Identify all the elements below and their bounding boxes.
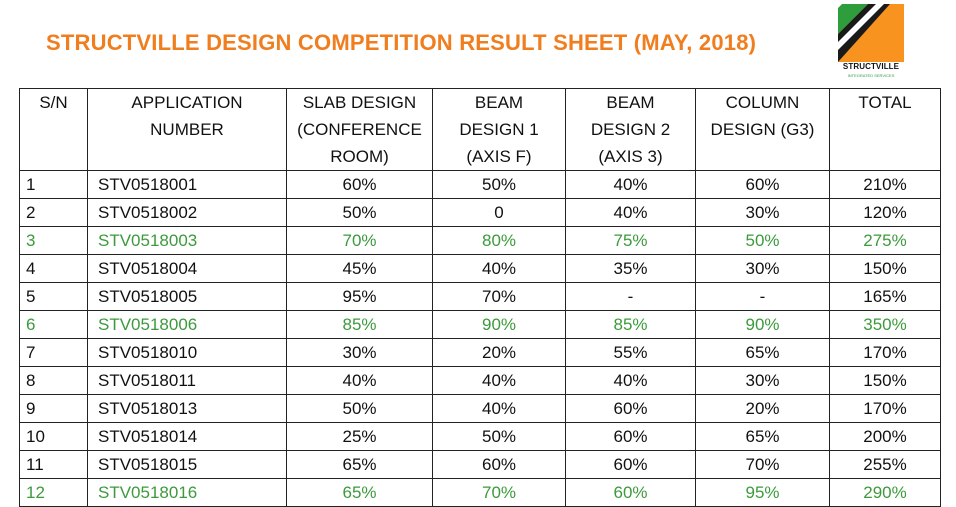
beam-design-1-cell: 70%: [433, 479, 566, 507]
header-line: BEAM: [606, 93, 655, 112]
header-line: TOTAL: [858, 93, 912, 112]
application-number-cell: STV0518003: [88, 227, 287, 255]
column-design-cell: 95%: [696, 479, 830, 507]
total-cell: 350%: [830, 311, 941, 339]
header-line: (CONFERENCE: [297, 120, 422, 139]
table-row: [20, 451, 941, 479]
beam-design-2-cell: 40%: [566, 367, 696, 395]
beam-design-2-header: [566, 89, 696, 171]
beam-design-2-cell: 75%: [566, 227, 696, 255]
total-cell: 290%: [830, 479, 941, 507]
table-row: [20, 255, 941, 283]
header-line: (AXIS F): [466, 147, 532, 166]
header-line: BEAM: [474, 93, 524, 112]
table-row: [20, 311, 941, 339]
column-design-cell: 30%: [696, 199, 830, 227]
total-cell: 200%: [830, 423, 941, 451]
table-row: [20, 395, 941, 423]
sn-cell: 6: [20, 311, 88, 339]
page-title: STRUCTVILLE DESIGN COMPETITION RESULT SHEET (MAY, 2018): [46, 30, 757, 55]
sn-cell: 5: [20, 283, 88, 311]
header-row: [20, 89, 941, 171]
logo-name: STRUCTVILLE: [842, 62, 900, 71]
column-design-cell: 30%: [696, 367, 830, 395]
table-row: [20, 479, 941, 507]
column-design-cell: 65%: [696, 339, 830, 367]
beam-design-2-cell: 60%: [566, 479, 696, 507]
beam-design-2-cell: -: [566, 283, 696, 311]
sn-cell: 8: [20, 367, 88, 395]
column-design-cell: 70%: [696, 451, 830, 479]
beam-design-1-cell: 60%: [433, 451, 566, 479]
slab-design-cell: 60%: [287, 171, 433, 199]
logo-mark-icon: [838, 4, 904, 62]
application-number-cell: STV0518010: [88, 339, 287, 367]
beam-design-1-cell: 90%: [433, 311, 566, 339]
table-row: [20, 367, 941, 395]
beam-design-2-cell: 40%: [566, 199, 696, 227]
beam-design-1-cell: 40%: [433, 367, 566, 395]
sn-cell: 12: [20, 479, 88, 507]
header-line: COLUMN: [725, 93, 800, 112]
sn-cell: 7: [20, 339, 88, 367]
sn-cell: 3: [20, 227, 88, 255]
beam-design-2-cell: 85%: [566, 311, 696, 339]
sn-cell: 4: [20, 255, 88, 283]
slab-design-cell: 65%: [287, 451, 433, 479]
total-cell: 275%: [830, 227, 941, 255]
application-number-cell: STV0518011: [88, 367, 287, 395]
beam-design-2-cell: 35%: [566, 255, 696, 283]
total-cell: 165%: [830, 283, 941, 311]
beam-design-2-cell: 60%: [566, 451, 696, 479]
beam-design-2-cell: 60%: [566, 395, 696, 423]
total-header: [830, 89, 941, 171]
total-cell: 120%: [830, 199, 941, 227]
logo-subtitle: INTEGRATED SERVICES: [847, 73, 895, 78]
slab-design-cell: 95%: [287, 283, 433, 311]
sn-cell: 1: [20, 171, 88, 199]
application-number-cell: STV0518004: [88, 255, 287, 283]
slab-design-cell: 70%: [287, 227, 433, 255]
sn-cell: 2: [20, 199, 88, 227]
sn-cell: 11: [20, 451, 88, 479]
table-header: [20, 89, 941, 171]
application-number-cell: STV0518014: [88, 423, 287, 451]
slab-design-header: [287, 89, 433, 171]
slab-design-cell: 65%: [287, 479, 433, 507]
beam-design-1-header: [433, 89, 566, 171]
beam-design-1-cell: 50%: [433, 171, 566, 199]
beam-design-1-cell: 70%: [433, 283, 566, 311]
total-cell: 150%: [830, 255, 941, 283]
header-line: APPLICATION: [131, 93, 243, 112]
application-number-cell: STV0518006: [88, 311, 287, 339]
application-number-header: [88, 89, 287, 171]
column-design-cell: -: [696, 283, 830, 311]
column-design-cell: 30%: [696, 255, 830, 283]
sn-header: [20, 89, 88, 171]
beam-design-2-cell: 55%: [566, 339, 696, 367]
table-row: [20, 199, 941, 227]
column-design-cell: 50%: [696, 227, 830, 255]
column-design-header: [696, 89, 830, 171]
slab-design-cell: 85%: [287, 311, 433, 339]
beam-design-1-cell: 80%: [433, 227, 566, 255]
sn-cell: 9: [20, 395, 88, 423]
beam-design-2-cell: 40%: [566, 171, 696, 199]
header-line: S/N: [39, 93, 68, 112]
application-number-cell: STV0518005: [88, 283, 287, 311]
table-row: [20, 283, 941, 311]
column-design-cell: 60%: [696, 171, 830, 199]
application-number-cell: STV0518013: [88, 395, 287, 423]
application-number-cell: STV0518015: [88, 451, 287, 479]
column-design-cell: 20%: [696, 395, 830, 423]
application-number-cell: STV0518001: [88, 171, 287, 199]
beam-design-1-cell: 20%: [433, 339, 566, 367]
slab-design-cell: 25%: [287, 423, 433, 451]
table-row: [20, 423, 941, 451]
slab-design-cell: 50%: [287, 395, 433, 423]
header-line: DESIGN 2: [590, 120, 671, 139]
logo-stripes-icon: [838, 4, 904, 62]
header-line: ROOM): [330, 147, 389, 166]
table-row: [20, 171, 941, 199]
beam-design-2-cell: 60%: [566, 423, 696, 451]
table-body: [20, 171, 941, 507]
column-design-cell: 65%: [696, 423, 830, 451]
header-line: NUMBER: [150, 120, 224, 139]
total-cell: 255%: [830, 451, 941, 479]
structville-logo: [838, 4, 904, 82]
header-line: DESIGN (G3): [710, 120, 815, 139]
beam-design-1-cell: 0: [433, 199, 566, 227]
application-number-cell: STV0518002: [88, 199, 287, 227]
header-line: (AXIS 3): [598, 147, 663, 166]
header-line: SLAB DESIGN: [302, 93, 417, 112]
table-row: [20, 227, 941, 255]
slab-design-cell: 30%: [287, 339, 433, 367]
beam-design-1-cell: 40%: [433, 255, 566, 283]
slab-design-cell: 45%: [287, 255, 433, 283]
slab-design-cell: 40%: [287, 367, 433, 395]
total-cell: 170%: [830, 339, 941, 367]
header-line: DESIGN 1: [459, 120, 539, 139]
total-cell: 150%: [830, 367, 941, 395]
column-design-cell: 90%: [696, 311, 830, 339]
table-row: [20, 339, 941, 367]
results-table: [19, 88, 941, 507]
sn-cell: 10: [20, 423, 88, 451]
application-number-cell: STV0518016: [88, 479, 287, 507]
total-cell: 210%: [830, 171, 941, 199]
slab-design-cell: 50%: [287, 199, 433, 227]
beam-design-1-cell: 40%: [433, 395, 566, 423]
beam-design-1-cell: 50%: [433, 423, 566, 451]
total-cell: 170%: [830, 395, 941, 423]
